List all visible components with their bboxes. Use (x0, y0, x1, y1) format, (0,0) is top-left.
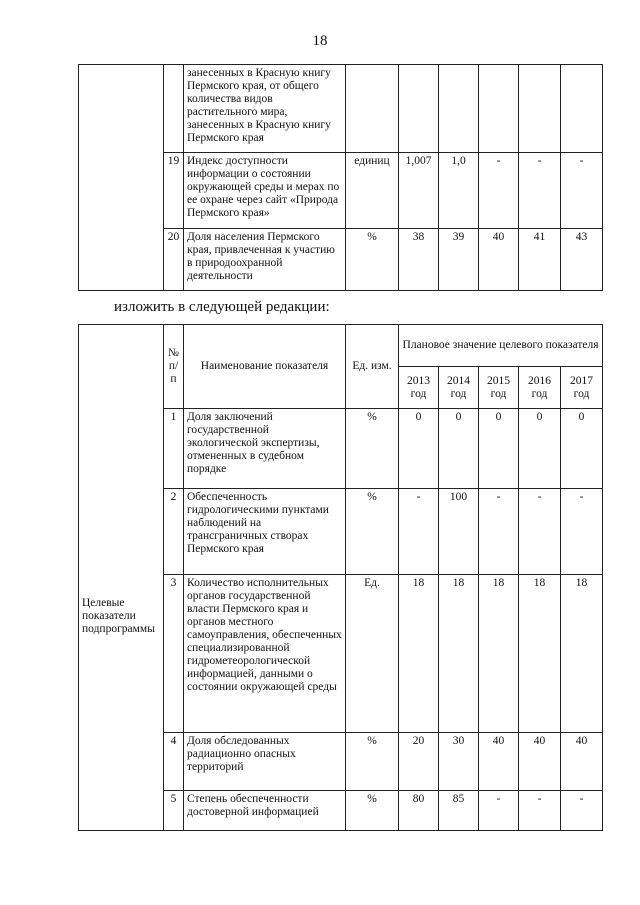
section-cell (79, 65, 164, 291)
value-cell: - (519, 489, 561, 575)
value-cell: 40 (479, 229, 519, 291)
value-cell: 0 (439, 409, 479, 489)
value-cell: 1,0 (439, 153, 479, 229)
unit-cell: % (346, 733, 399, 791)
value-cell (439, 65, 479, 153)
header-year: 2016 год (519, 367, 561, 409)
indicator-name: Индекс доступности информации о состоянии окружающей среды и мерах по ее охране через сайт «Природа Пермского края» (184, 153, 346, 229)
row-num: 19 (164, 153, 184, 229)
value-cell: - (479, 489, 519, 575)
value-cell: - (399, 489, 439, 575)
value-cell: 43 (561, 229, 603, 291)
table-row (79, 65, 603, 153)
header-name: Наименование показателя (184, 325, 346, 409)
indicator-name: Доля заключений государственной экологической экспертизы, отмененных в судебном порядке (184, 409, 346, 489)
indicator-name: занесенных в Красную книгу Пермского края, от общего количества видов растительного мира, занесенных в Красную книгу Пермского края (184, 65, 346, 153)
value-cell (399, 65, 439, 153)
value-cell: 18 (399, 575, 439, 733)
unit-cell: % (346, 791, 399, 831)
value-cell: - (561, 153, 603, 229)
row-num (164, 65, 184, 153)
value-cell (561, 65, 603, 153)
indicator-name: Доля населения Пермского края, привлеченная к участию в природоохранной деятельности (184, 229, 346, 291)
value-cell: 18 (519, 575, 561, 733)
intro-text: изложить в следующей редакции: (114, 299, 330, 315)
row-num: 1 (164, 409, 184, 489)
value-cell: 39 (439, 229, 479, 291)
old-indicators-table (78, 64, 603, 291)
value-cell: 40 (561, 733, 603, 791)
value-cell: - (519, 791, 561, 831)
value-cell: 20 (399, 733, 439, 791)
value-cell: 0 (479, 409, 519, 489)
row-num: 20 (164, 229, 184, 291)
indicator-name: Доля обследованных радиационно опасных территорий (184, 733, 346, 791)
indicator-name: Обеспеченность гидрологическими пунктами наблюдений на трансграничных створах Пермского края (184, 489, 346, 575)
value-cell: 40 (479, 733, 519, 791)
unit-cell: Ед. (346, 575, 399, 733)
value-cell: - (519, 153, 561, 229)
header-year: 2017 год (561, 367, 603, 409)
new-indicators-table (78, 324, 603, 831)
value-cell: - (479, 153, 519, 229)
page-number: 18 (312, 33, 328, 49)
value-cell: 30 (439, 733, 479, 791)
value-cell: 38 (399, 229, 439, 291)
value-cell: 41 (519, 229, 561, 291)
unit-cell: % (346, 229, 399, 291)
row-num: 5 (164, 791, 184, 831)
header-year: 2014 год (439, 367, 479, 409)
value-cell: 18 (439, 575, 479, 733)
unit-cell (346, 65, 399, 153)
header-plan: Плановое значение целевого показателя (399, 325, 603, 367)
value-cell: 0 (519, 409, 561, 489)
value-cell: 18 (561, 575, 603, 733)
value-cell: 0 (561, 409, 603, 489)
header-year: 2015 год (479, 367, 519, 409)
indicator-name: Количество исполнительных органов государственной власти Пермского края и органов местного самоуправления, обеспеченных специализированной гидрометеорологической информацией, данными о состоянии окружающей среды (184, 575, 346, 733)
section-label: Целевые показатели подпрограммы (79, 325, 164, 831)
header-num: № п/п (164, 325, 184, 409)
value-cell: 85 (439, 791, 479, 831)
row-num: 3 (164, 575, 184, 733)
row-num: 2 (164, 489, 184, 575)
value-cell: 1,007 (399, 153, 439, 229)
unit-cell: % (346, 409, 399, 489)
value-cell: 18 (479, 575, 519, 733)
value-cell: - (479, 791, 519, 831)
unit-cell: единиц (346, 153, 399, 229)
value-cell (479, 65, 519, 153)
value-cell: 100 (439, 489, 479, 575)
row-num: 4 (164, 733, 184, 791)
indicator-name: Степень обеспеченности достоверной информацией (184, 791, 346, 831)
value-cell: - (561, 489, 603, 575)
header-unit: Ед. изм. (346, 325, 399, 409)
value-cell: 40 (519, 733, 561, 791)
value-cell: - (561, 791, 603, 831)
unit-cell: % (346, 489, 399, 575)
value-cell (519, 65, 561, 153)
value-cell: 0 (399, 409, 439, 489)
value-cell: 80 (399, 791, 439, 831)
header-year: 2013 год (399, 367, 439, 409)
header-row (79, 325, 603, 367)
